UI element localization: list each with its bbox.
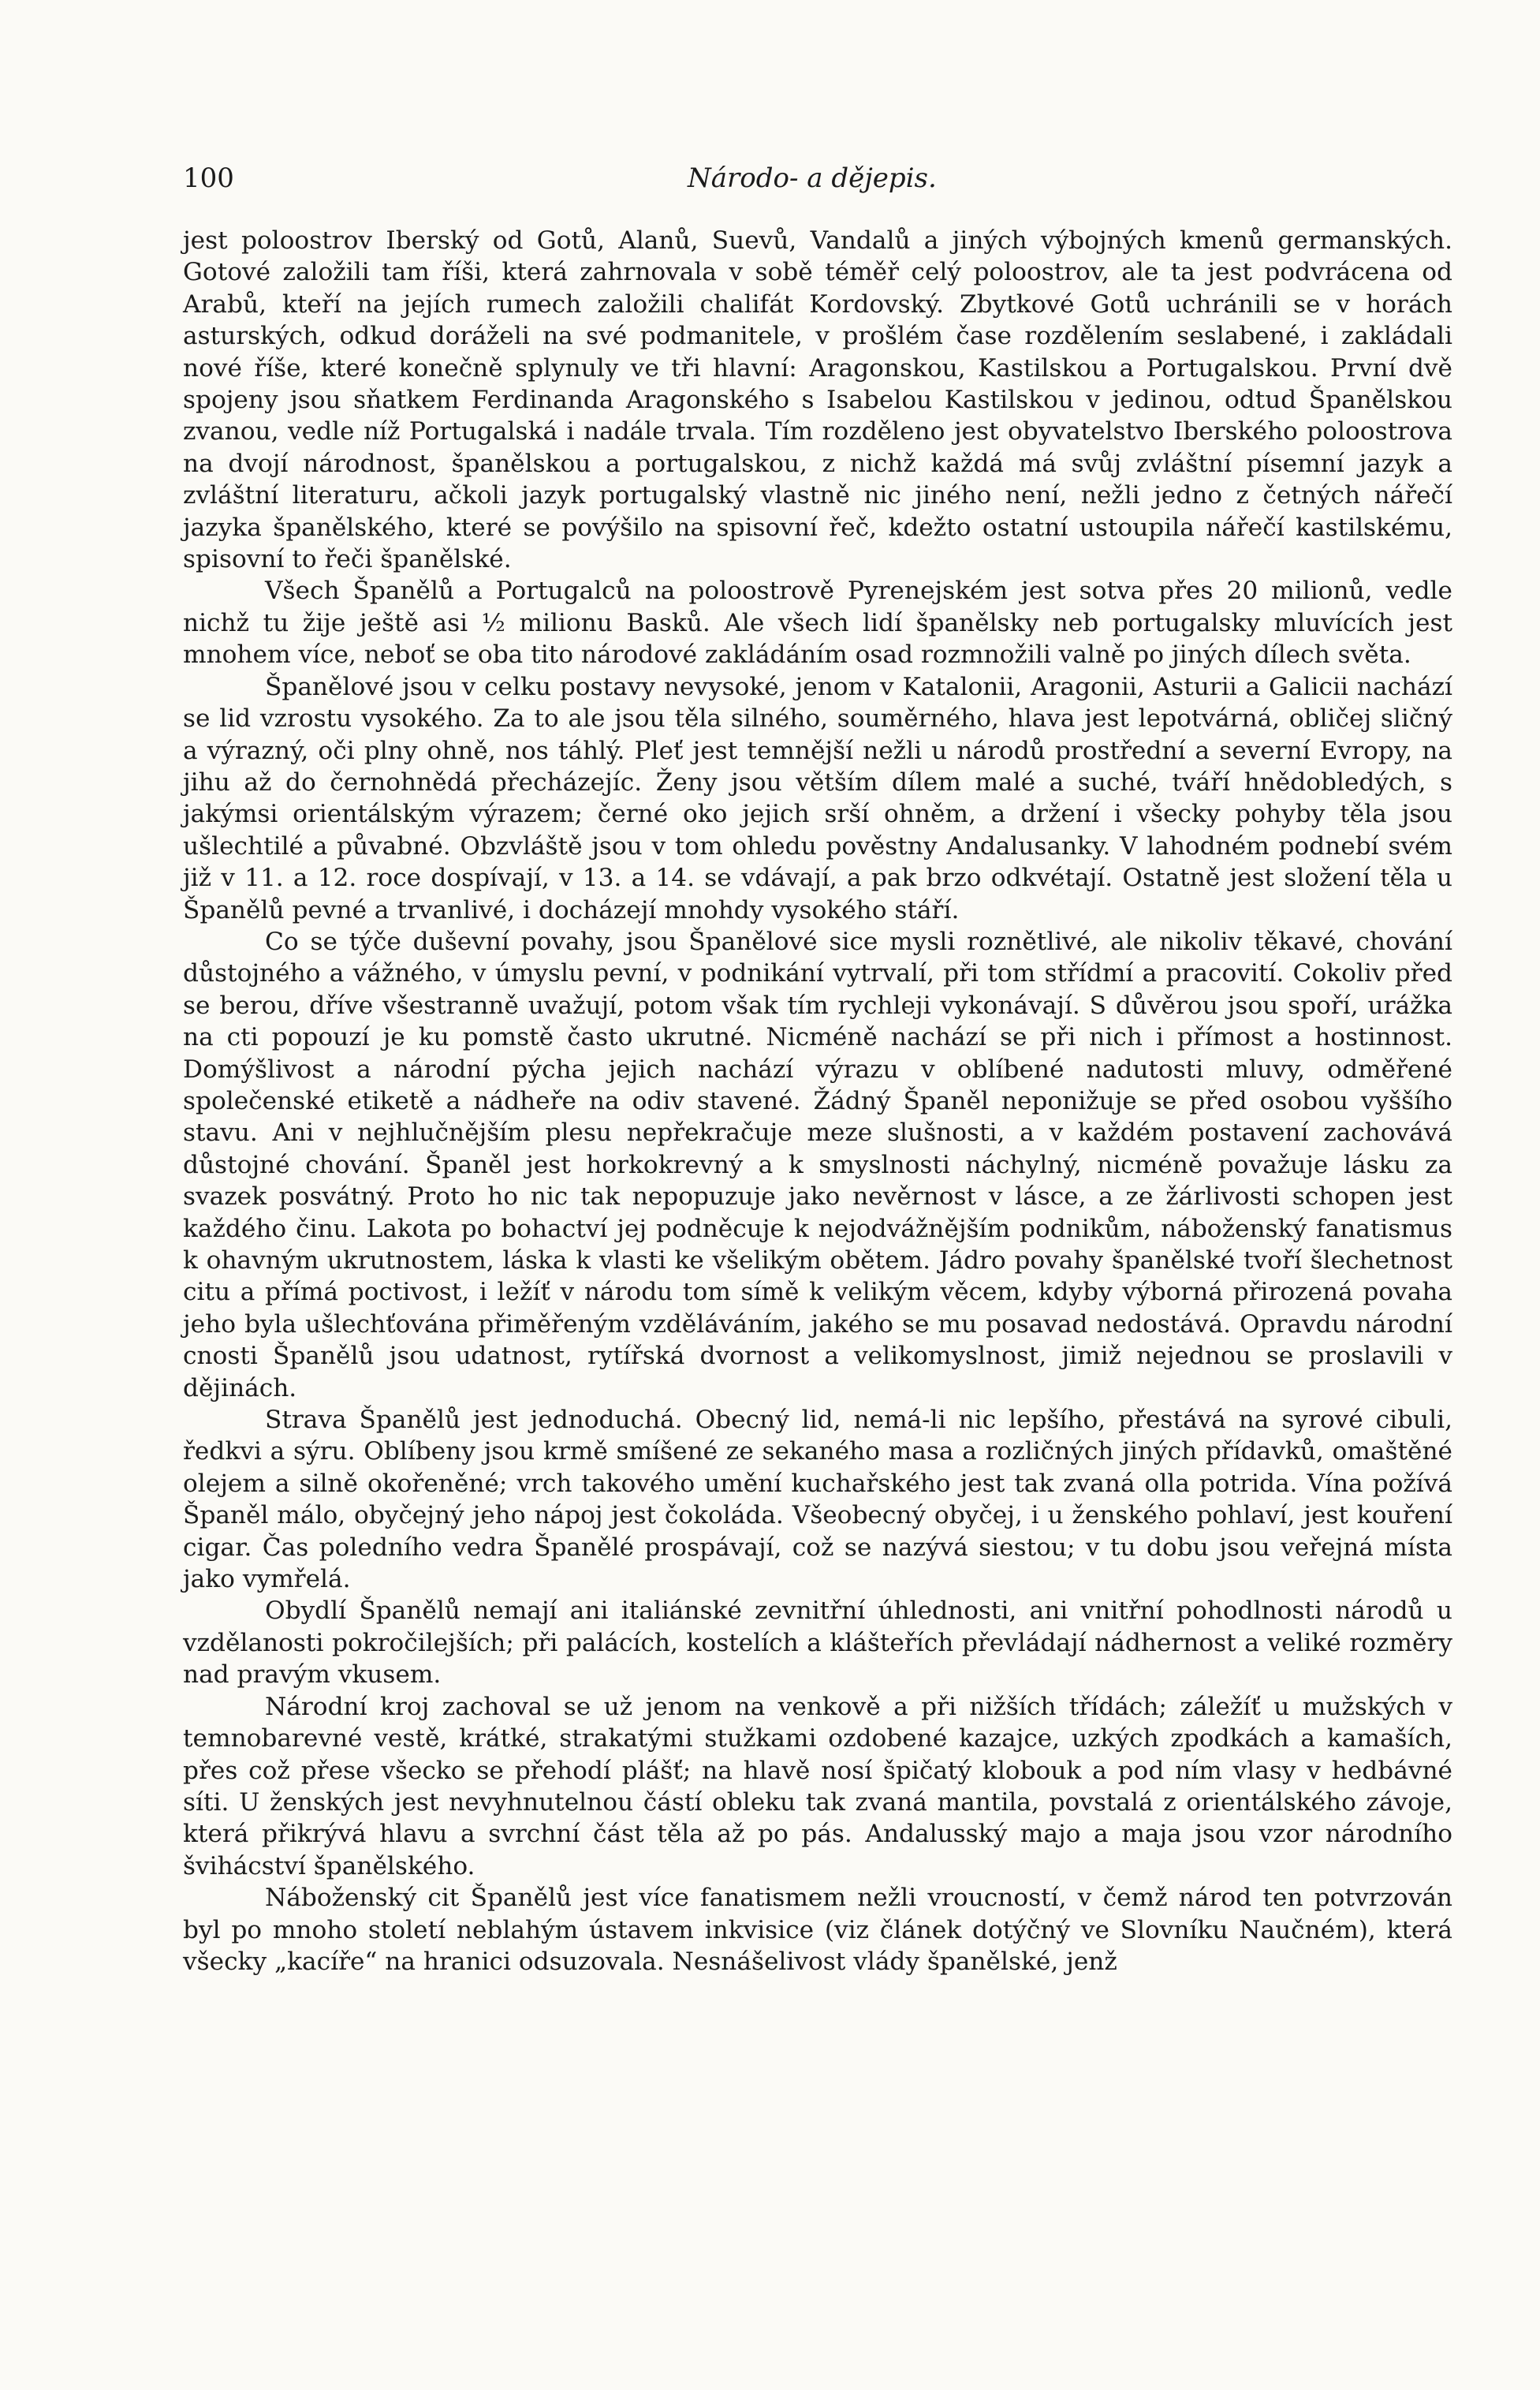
paragraph-population: Všech Španělů a Portugalců na poloostrově Pyrenejském jest sotva přes 20 milionů, vedle nichž tu žije ještě asi ½ milionu Basků. Ale všech lidí španělsky neb portugalsky mluvících jest mnohem více, neboť se oba tito národové zakládáním osad rozmnožili valně po jiných dílech světa. <box>183 577 1452 670</box>
paragraph-character: Co se týče duševní povahy, jsou Španělové sice mysli roznětlivé, ale nikoliv těkavé, chování důstojného a vážného, v úmyslu pevní, v podnikání vytrvalí, při tom střídmí a pracovití. Cokoliv před se berou, dříve všestranně uvažují, potom však tím rychleji vykonávají. S důvěrou jsou spoří, urážka na cti popouzí je ku pomstě často ukrutné. Nicméně nachází se při nich i přímost a hostinnost. Domýšlivost a národní pýcha jejich nachází výrazu v oblíbené nadutosti mluvy, odměřené společenské etiketě a nádheře na odiv stavené. Žádný Španěl neponižuje se před osobou vyššího stavu. Ani v nejhlučnějším plesu nepřekračuje meze slušnosti, a v každém postavení zachovává důstojné chování. Španěl jest horkokrevný a k smyslnosti náchylný, nicméně považuje lásku za svazek posvátný. Proto ho nic tak nepopuzuje jako nevěrnost v lásce, a ze žárlivosti schopen jest každého činu. Lakota po bohactví jej podněcuje k nejodvážnějším podnikům, náboženský fanatismus k ohavným ukrutnostem, láska k vlasti ke všelikým obětem. Jádro povahy španělské tvoří šlechetnost citu a přímá poctivost, i ležíť v národu tom símě k velikým věcem, kdyby výborná přirozená povaha jeho byla ušlechťována přiměřeným vzděláváním, jakého se mu posavad nedostává. Opravdu národní cnosti Španělů jsou udatnost, rytířská dvornost a velikomyslnost, jimiž nejednou se proslavili v dějinách. <box>183 927 1452 1402</box>
page-number: 100 <box>183 162 234 194</box>
running-title: Národo- a dějepis. <box>688 162 937 194</box>
body-text <box>183 225 1452 1977</box>
page-header <box>183 162 1452 202</box>
paragraph-costume: Národní kroj zachoval se už jenom na venkově a při nižších třídách; záležíť u mužských v temnobarevné vestě, krátké, strakatými stužkami ozdobené kazajce, uzkých zpodkách a kamaších, přes což přese všecko se přehodí plášť; na hlavě nosí špičatý klobouk a pod ním vlasy v hedbávné síti. U ženských jest nevyhnutelnou částí obleku tak zvaná mantila, povstalá z orientálského závoje, která přikrývá hlavu a svrchní část těla až po pás. Andalusský majo a maja jsou vzor národního švihácství španělského. <box>183 1692 1452 1880</box>
paragraph-food: Strava Španělů jest jednoduchá. Obecný lid, nemá-li nic lepšího, přestává na syrové cibuli, ředkvi a sýru. Oblíbeny jsou krmě smíšené ze sekaného masa a rozličných jiných přídavků, omaštěné olejem a silně okořeněné; vrch takového umění kuchařského jest tak zvaná olla potrida. Vína požívá Španěl málo, obyčejný jeho nápoj jest čokoláda. Všeobecný obyčej, i u ženského pohlaví, jest kouření cigar. Čas poledního vedra Španělé prospávají, což se nazývá siestou; v tu dobu jsou veřejná místa jako vymřelá. <box>183 1406 1452 1594</box>
paragraph-physique: Španělové jsou v celku postavy nevysoké, jenom v Katalonii, Aragonii, Asturii a Galicii nachází se lid vzrostu vysokého. Za to ale jsou těla silného, souměrného, hlava jest lepotvárná, obličej sličný a výrazný, oči plny ohně, nos táhlý. Pleť jest temnější nežli u národů prostřední a severní Evropy, na jihu až do černohnědá přecházejíc. Ženy jsou větším dílem malé a suché, tváří hnědobledých, s jakýmsi orientálským výrazem; černé oko jejich srší ohněm, a držení i všecky pohyby těla jsou ušlechtilé a půvabné. Obzvláště jsou v tom ohledu pověstny Andalusanky. V lahodném podnebí svém již v 11. a 12. roce dospívají, v 13. a 14. se vdávají, a pak brzo odkvétají. Ostatně jest složení těla u Španělů pevné a trvanlivé, i docházejí mnohdy vysokého stáří. <box>183 672 1452 924</box>
paragraph-dwellings: Obydlí Španělů nemají ani italiánské zevnitřní úhlednosti, ani vnitřní pohodlnosti národů u vzdělanosti pokročilejších; při palácích, kostelích a klášteřích převládají nádhernost a veliké rozměry nad pravým vkusem. <box>183 1596 1452 1690</box>
paragraph-gothic-history: jest poloostrov Iberský od Gotů, Alanů, Suevů, Vandalů a jiných výbojných kmenů germanských. Gotové založili tam říši, která zahrnovala v sobě téměř celý poloostrov, ale ta jest podvrácena od Arabů, kteří na jejích rumech založili chalifát Kordovský. Zbytkové Gotů uchránili se v horách asturských, odkud doráželi na své podmanitele, v prošlém čase rozdělením seslabené, i zakládali nové říše, které konečně splynuly ve tři hlavní: Aragonskou, Kastilskou a Portugalskou. První dvě spojeny jsou sňatkem Ferdinanda Aragonského s Isabelou Kastilskou v jedinou, odtud Španělskou zvanou, vedle níž Portugalská i nadále trvala. Tím rozděleno jest obyvatelstvo Iberského poloostrova na dvojí národnost, španělskou a portugalskou, z nichž každá má svůj zvláštní písemní jazyk a zvláštní literaturu, ačkoli jazyk portugalský vlastně nic jiného není, nežli jedno z četných nářečí jazyka španělského, které se povýšilo na spisovní řeč, kdežto ostatní ustoupila nářečí kastilskému, spisovní to řeči španělské. <box>183 226 1452 574</box>
paragraph-religion: Náboženský cit Španělů jest více fanatismem nežli vroucností, v čemž národ ten potvrzován byl po mnoho století neblahým ústavem inkvisice (viz článek dotýčný ve Slovníku Naučném), která všecky „kacíře“ na hranici odsuzovala. Nesnášelivost vlády španělské, jenž <box>183 1884 1452 1976</box>
